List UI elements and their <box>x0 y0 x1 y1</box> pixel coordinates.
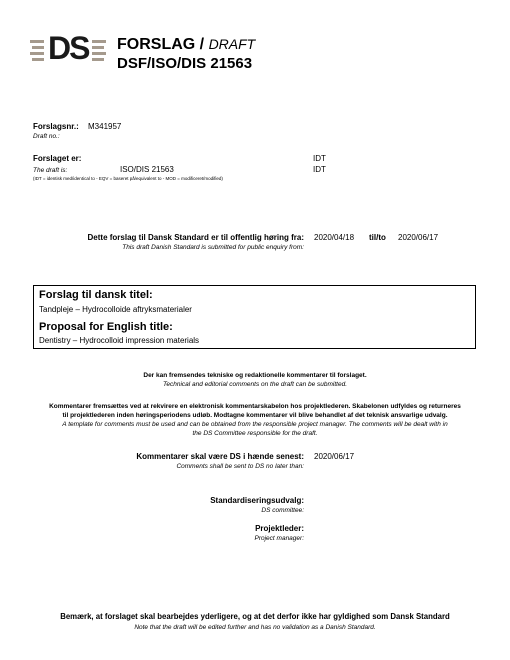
comments-line-2-en-b: the DS Committee responsible for the draft. <box>192 430 318 437</box>
equivalence-legend: (IDT = identisk med/identical to - EQV = baseret på/equivalent to - MOD = modificeret/modified) <box>33 176 223 181</box>
danish-title: Tandpleje – Hydrocolloide aftryksmaterialer <box>39 305 192 314</box>
english-title: Dentistry – Hydrocolloid impression materials <box>39 336 200 345</box>
proposal-number-label: Forslagsnr.: <box>33 122 79 131</box>
deadline-date: 2020/06/17 <box>314 452 355 461</box>
header-title <box>117 36 255 54</box>
proposal-is-label-en: The draft is: <box>33 167 68 174</box>
enquiry-to-label: til/to <box>369 233 386 242</box>
comments-line-1-en: Technical and editorial comments on the draft can be submitted. <box>162 381 348 388</box>
document-id: DSF/ISO/DIS 21563 <box>117 55 253 72</box>
header-title-draft: DRAFT <box>208 36 256 52</box>
proposal-number-label-en: Draft no.: <box>33 133 60 140</box>
footer-note-en: Note that the draft will be edited further and has no validation as a Danish Standard. <box>134 624 376 631</box>
proposal-is-code-2: IDT <box>313 165 326 174</box>
proposal-is-label: Forslaget er: <box>33 154 82 163</box>
header-title-bold: FORSLAG / <box>117 36 205 53</box>
enquiry-to-date: 2020/06/17 <box>398 233 439 242</box>
title-box <box>33 285 476 349</box>
committee-label-en: DS committee: <box>261 507 304 514</box>
ds-logo <box>30 30 110 66</box>
proposal-number-value: M341957 <box>88 122 122 131</box>
deadline-label: Kommentarer skal være DS i hænde senest: <box>136 452 304 461</box>
danish-title-heading: Forslag til dansk titel: <box>39 289 153 301</box>
enquiry-label-en: This draft Danish Standard is submitted for public enquiry from: <box>122 244 304 251</box>
comments-line-2a: Kommentarer fremsættes ved at rekvirere en elektronisk kommentarskabelon hos projektlederen. Skabelonen udfyldes og returneres <box>49 403 461 410</box>
manager-label: Projektleder: <box>255 524 304 533</box>
committee-label: Standardiseringsudvalg: <box>210 496 304 505</box>
english-title-heading: Proposal for English title: <box>39 321 173 333</box>
comments-line-2-en-a: A template for comments must be used and can be obtained from the responsible project manager. The comments will be dealt with in <box>62 421 448 428</box>
enquiry-label: Dette forslag til Dansk Standard er til offentlig høring fra: <box>87 233 304 242</box>
ds-logo-text: DS <box>48 30 89 66</box>
comments-line-1: Der kan fremsendes tekniske og redaktionelle kommentarer til forslaget. <box>143 372 367 379</box>
manager-label-en: Project manager: <box>254 535 304 542</box>
comments-line-2b: til projektlederen inden høringsperiodens udløb. Modtagne kommentarer vil blive behandlet af det teknisk ansvarlige udvalg. <box>62 412 448 419</box>
proposal-is-value: ISO/DIS 21563 <box>120 165 174 174</box>
enquiry-from-date: 2020/04/18 <box>314 233 355 242</box>
footer-note: Bemærk, at forslaget skal bearbejdes yderligere, og at det derfor ikke har gyldighed som Dansk Standard <box>60 612 450 621</box>
deadline-label-en: Comments shall be sent to DS no later than: <box>176 463 304 470</box>
proposal-is-code: IDT <box>313 154 326 163</box>
